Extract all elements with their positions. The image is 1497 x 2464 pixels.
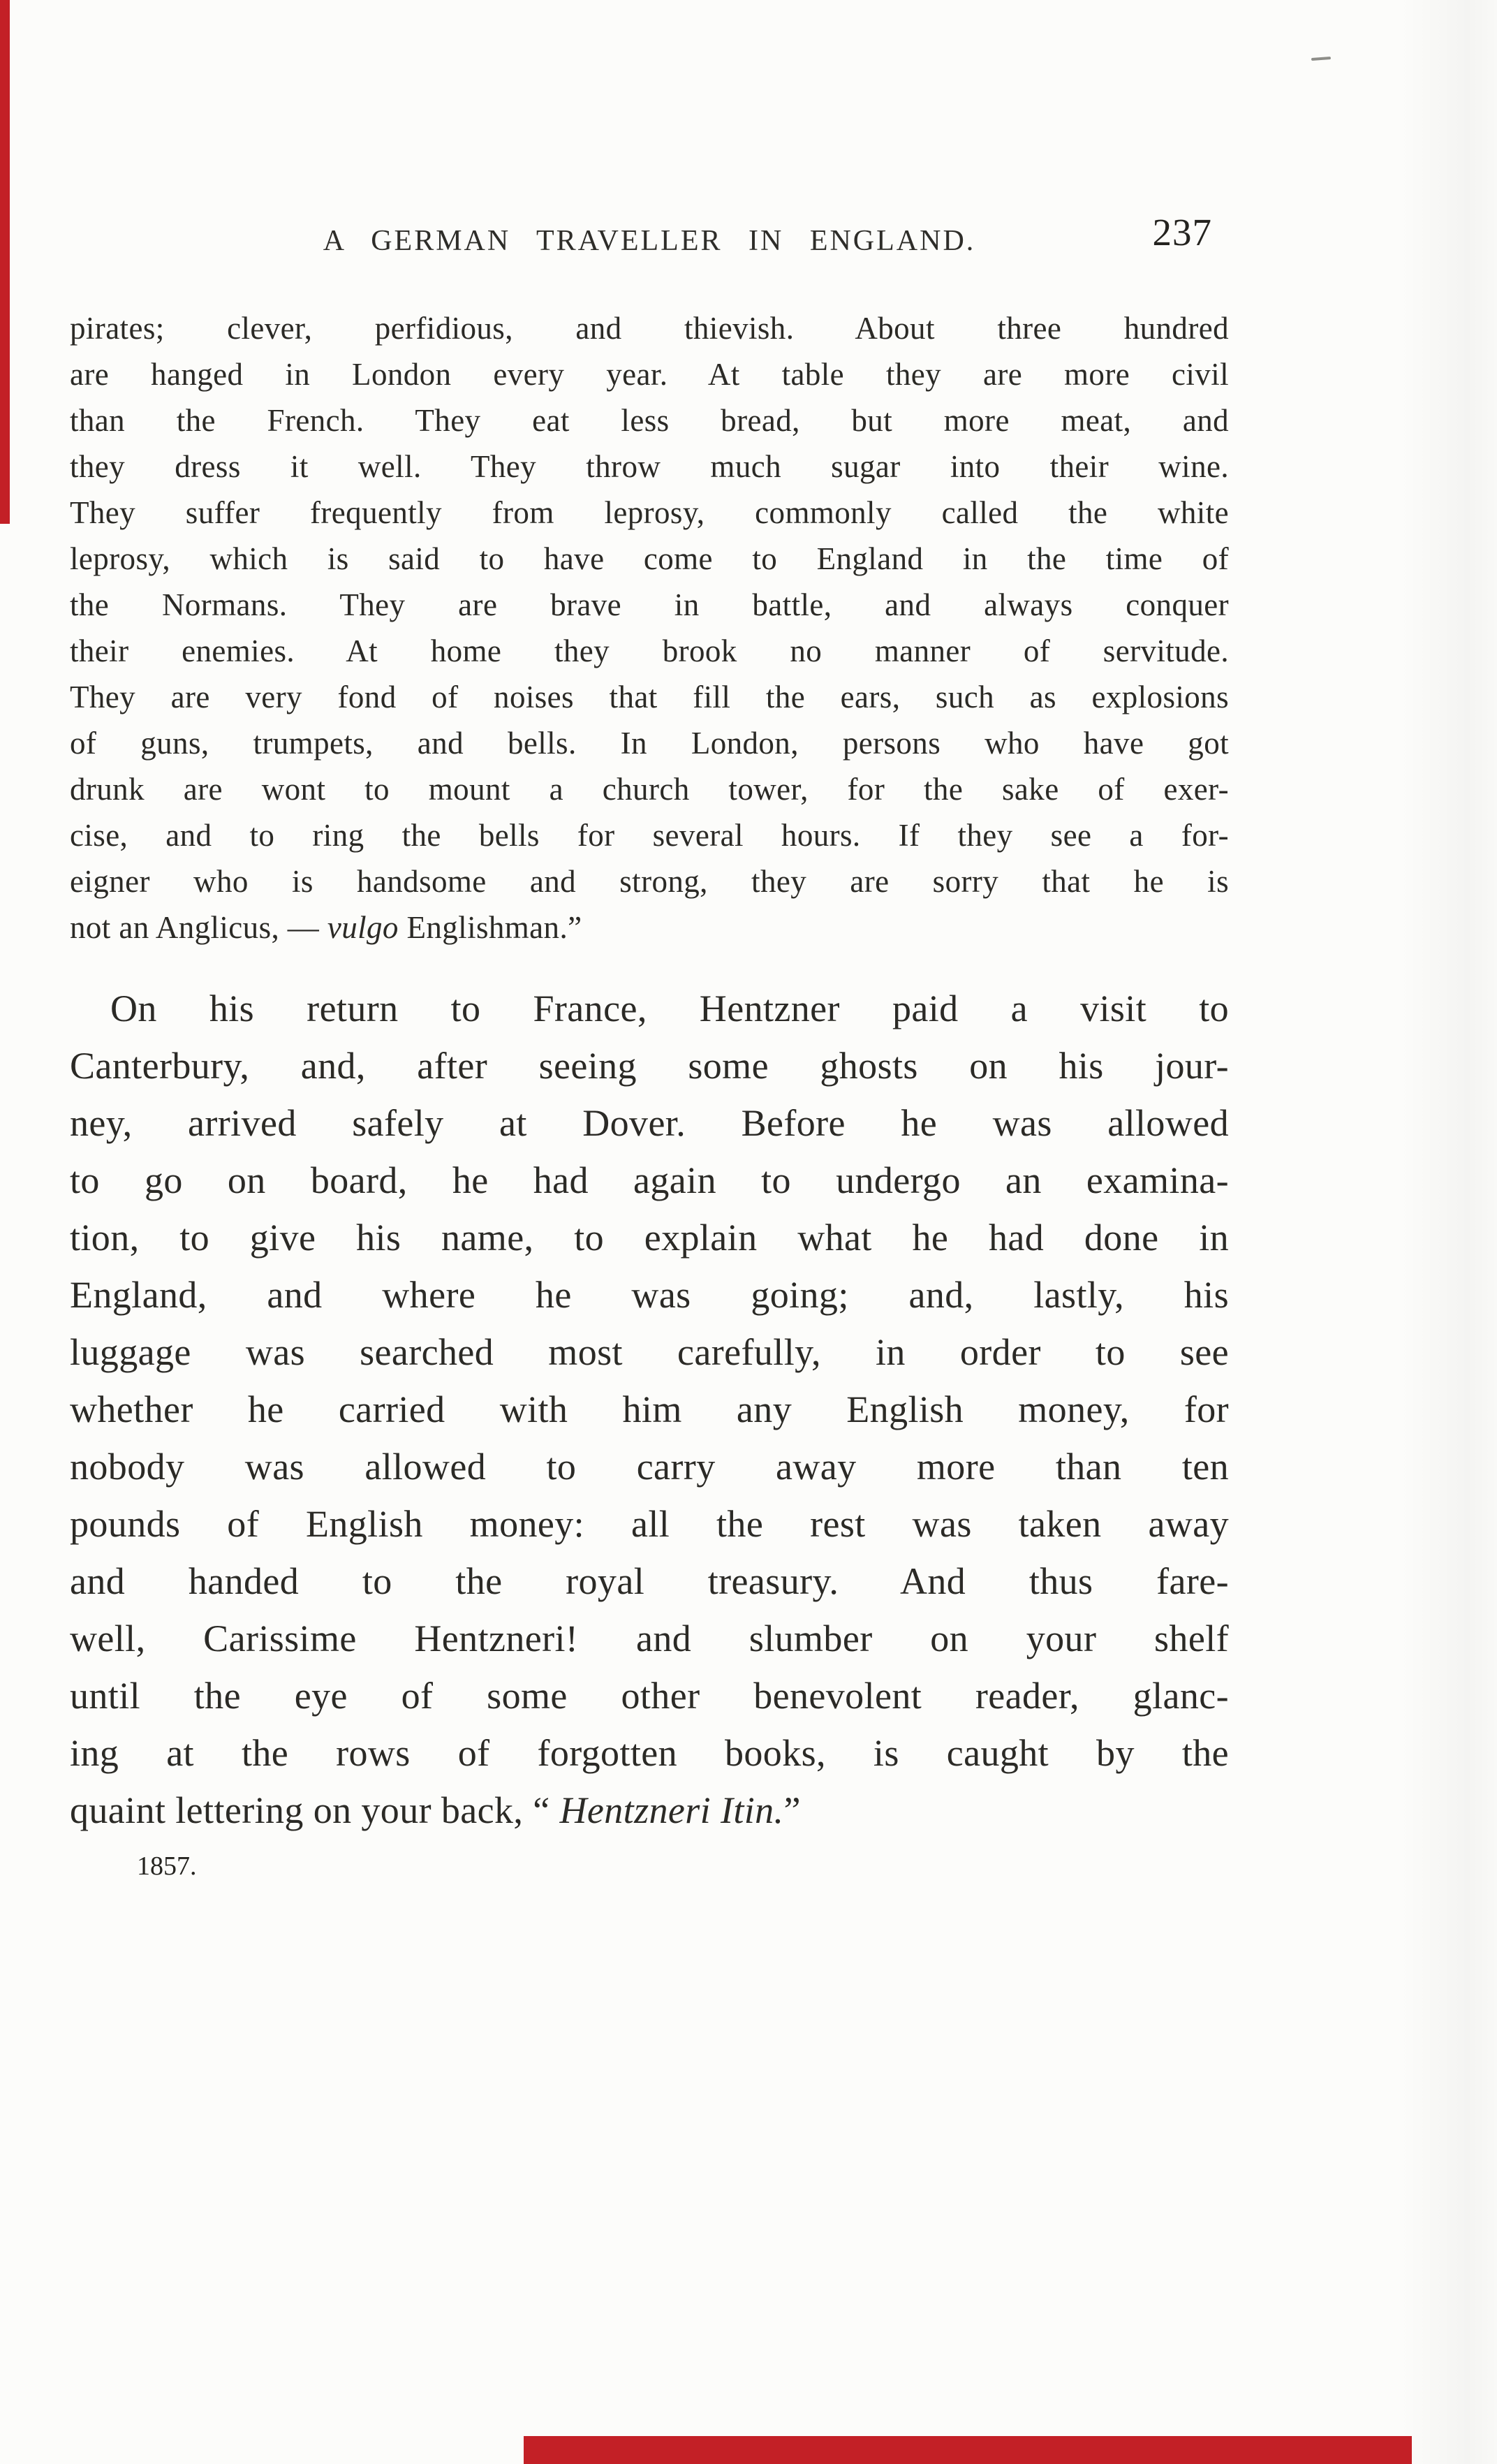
pencil-mark: [1311, 57, 1331, 61]
text-line: [70, 1610, 1229, 1667]
text-run: nobody was allowed to carry away more than ten: [70, 1446, 1229, 1488]
text-line: [70, 720, 1229, 766]
text-run: not an Anglicus, —: [70, 910, 327, 945]
text-run: leprosy, which is said to have come to England in the time of: [70, 541, 1229, 576]
text-body: [70, 305, 1229, 1839]
text-run: whether he carried with him any English money, for: [70, 1388, 1229, 1430]
text-run: and handed to the royal treasury. And thus fare-: [70, 1560, 1229, 1602]
text-line: [70, 1782, 1229, 1839]
text-run: are hanged in London every year. At table they are more civil: [70, 357, 1229, 392]
paragraph: [70, 980, 1229, 1839]
text-line: [70, 1553, 1229, 1610]
page-edge-shading: [1399, 0, 1497, 2464]
text-run: eigner who is handsome and strong, they are sorry that he is: [70, 864, 1229, 899]
text-line: [70, 536, 1229, 582]
text-line: [70, 1724, 1229, 1782]
text-run: drunk are wont to mount a church tower, for the sake of exer-: [70, 772, 1229, 807]
text-line: [70, 628, 1229, 674]
text-line: [70, 1438, 1229, 1495]
text-line: [70, 1495, 1229, 1553]
text-run: quaint lettering on your back, “: [70, 1789, 560, 1831]
text-line: [70, 766, 1229, 812]
text-run: than the French. They eat less bread, but more meat, and: [70, 403, 1229, 438]
text-run: until the eye of some other benevolent reader, glanc-: [70, 1675, 1229, 1717]
page-header: [70, 211, 1229, 265]
italic-text-run: vulgo: [327, 910, 399, 945]
text-run: ing at the rows of forgotten books, is caught by the: [70, 1732, 1229, 1774]
text-column: [70, 211, 1229, 1882]
text-line: [70, 674, 1229, 720]
text-line: [70, 1381, 1229, 1438]
text-run: of guns, trumpets, and bells. In London, persons who have got: [70, 726, 1229, 761]
text-run: to go on board, he had again to undergo an examina-: [70, 1159, 1229, 1201]
text-run: pounds of English money: all the rest was taken away: [70, 1503, 1229, 1545]
text-line: [70, 1094, 1229, 1152]
date-line: 1857.: [137, 1851, 197, 1881]
text-run: England, and where he was going; and, lastly, his: [70, 1274, 1229, 1316]
text-run: they dress it well. They throw much sugar into their wine.: [70, 449, 1229, 484]
text-run: tion, to give his name, to explain what he had done in: [70, 1217, 1229, 1259]
page-number: 237: [1152, 211, 1212, 254]
text-line: [70, 1209, 1229, 1266]
paragraph: [70, 305, 1229, 951]
text-line: [70, 858, 1229, 904]
text-line: [70, 1667, 1229, 1724]
text-line: [70, 582, 1229, 628]
text-run: luggage was searched most carefully, in order to see: [70, 1331, 1229, 1373]
running-head: A GERMAN TRAVELLER IN ENGLAND.: [323, 225, 976, 257]
text-run: ”: [783, 1789, 801, 1831]
text-run: Canterbury, and, after seeing some ghosts on his jour-: [70, 1045, 1229, 1087]
scan-artifact-red-stripe-left: [0, 0, 10, 524]
text-line: [70, 1037, 1229, 1094]
text-run: cise, and to ring the bells for several hours. If they see a for-: [70, 818, 1229, 853]
text-run: On his return to France, Hentzner paid a visit to: [110, 988, 1229, 1029]
scan-artifact-red-stripe-bottom: [524, 2436, 1412, 2464]
text-run: Englishman.”: [398, 910, 582, 945]
text-run: their enemies. At home they brook no manner of servitude.: [70, 633, 1229, 668]
text-line: [70, 490, 1229, 536]
text-run: pirates; clever, perfidious, and thievish. About three hundred: [70, 311, 1229, 346]
text-run: They are very fond of noises that fill the ears, such as explosions: [70, 680, 1229, 714]
text-line: [70, 443, 1229, 490]
text-line: [70, 351, 1229, 397]
text-line: [70, 397, 1229, 443]
text-run: They suffer frequently from leprosy, commonly called the white: [70, 495, 1229, 530]
text-run: the Normans. They are brave in battle, and always conquer: [70, 587, 1229, 622]
text-line: [70, 1266, 1229, 1323]
text-line: [70, 1152, 1229, 1209]
text-line: [70, 305, 1229, 351]
italic-text-run: Hentzneri Itin.: [559, 1789, 784, 1831]
text-run: ney, arrived safely at Dover. Before he was allowed: [70, 1102, 1229, 1144]
text-line: [70, 904, 1229, 951]
text-run: well, Carissime Hentzneri! and slumber on your shelf: [70, 1618, 1229, 1659]
text-line: [70, 812, 1229, 858]
text-line: [70, 980, 1229, 1037]
text-line: [70, 1323, 1229, 1381]
